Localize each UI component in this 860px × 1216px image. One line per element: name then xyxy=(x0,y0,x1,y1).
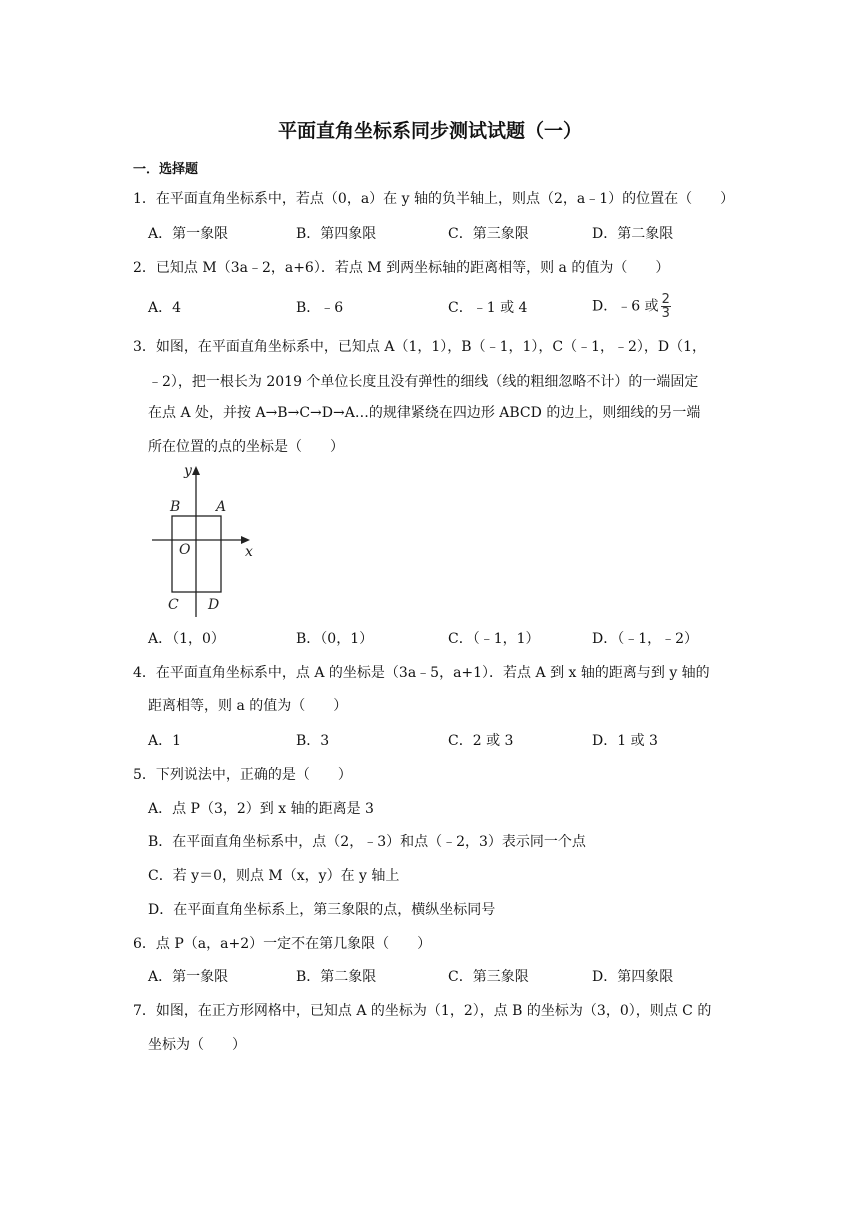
q4-option-b[interactable]: B．3 xyxy=(296,733,330,749)
q6-option-b[interactable]: B．第二象限 xyxy=(296,969,377,985)
question-3-line-3: 在点 A 处，并按 A→B→C→D→A…的规律紧绕在四边形 ABCD 的边上，则细线的另一端 xyxy=(148,405,701,421)
point-c-label: C xyxy=(168,597,179,613)
q3-option-d[interactable]: D．（﹣1，﹣2） xyxy=(592,631,699,647)
question-2-text: 2．已知点 M（3a﹣2，a+6）．若点 M 到两坐标轴的距离相等，则 a 的值为（ ） xyxy=(133,260,670,276)
q3-option-b[interactable]: B．（0，1） xyxy=(296,631,374,647)
y-axis-label: y xyxy=(184,463,192,479)
question-5-text: 5．下列说法中，正确的是（ ） xyxy=(133,767,352,783)
page-title: 平面直角坐标系同步测试试题（一） xyxy=(277,120,582,142)
q3-option-c[interactable]: C．（﹣1，1） xyxy=(448,631,540,647)
q1-option-b[interactable]: B．第四象限 xyxy=(296,226,377,242)
point-d-label: D xyxy=(208,597,220,613)
coordinate-figure xyxy=(148,462,260,620)
q6-option-a[interactable]: A．第一象限 xyxy=(148,969,229,985)
question-7-line-2: 坐标为（ ） xyxy=(148,1037,246,1053)
q2-option-a[interactable]: A．4 xyxy=(148,300,182,316)
q1-option-d[interactable]: D．第二象限 xyxy=(592,226,674,242)
x-axis-arrow xyxy=(241,536,250,544)
q1-option-c[interactable]: C．第三象限 xyxy=(448,226,529,242)
q5-option-d[interactable]: D．在平面直角坐标系上，第三象限的点，横纵坐标同号 xyxy=(148,902,496,918)
point-b-label: B xyxy=(170,499,181,515)
question-4-line-2: 距离相等，则 a 的值为（ ） xyxy=(148,698,348,714)
point-a-label: A xyxy=(216,499,227,515)
q4-option-a[interactable]: A．1 xyxy=(148,733,182,749)
fraction-denominator: 3 xyxy=(661,306,670,321)
q1-option-a[interactable]: A．第一象限 xyxy=(148,226,229,242)
q4-option-c[interactable]: C．2 或 3 xyxy=(448,733,514,749)
y-axis-arrow xyxy=(192,466,200,475)
question-4-line-1: 4．在平面直角坐标系中，点 A 的坐标是（3a﹣5，a+1）．若点 A 到 x 轴的距离与到 y 轴的 xyxy=(133,665,710,681)
question-3-line-4: 所在位置的点的坐标是（ ） xyxy=(148,439,344,455)
q2-option-b[interactable]: B．﹣6 xyxy=(296,300,344,316)
q2-option-c[interactable]: C．﹣1 或 4 xyxy=(448,300,528,316)
q4-option-d[interactable]: D．1 或 3 xyxy=(592,733,658,749)
q5-option-c[interactable]: C．若 y＝0，则点 M（x，y）在 y 轴上 xyxy=(148,868,400,884)
q6-option-d[interactable]: D．第四象限 xyxy=(592,969,674,985)
q5-option-b[interactable]: B．在平面直角坐标系中，点（2，﹣3）和点（﹣2，3）表示同一个点 xyxy=(148,834,586,850)
q3-option-a[interactable]: A．（1，0） xyxy=(148,631,225,647)
q5-option-a[interactable]: A．点 P（3，2）到 x 轴的距离是 3 xyxy=(148,801,374,817)
q6-option-c[interactable]: C．第三象限 xyxy=(448,969,529,985)
question-3-line-1: 3．如图，在平面直角坐标系中，已知点 A（1，1），B（﹣1，1），C（﹣1，﹣2），D（1， xyxy=(133,339,707,355)
fraction-numerator: 2 xyxy=(661,292,670,307)
question-7-line-1: 7．如图，在正方形网格中，已知点 A 的坐标为（1，2），点 B 的坐标为（3，0），则点 C 的 xyxy=(133,1003,712,1019)
section-heading: 一．选择题 xyxy=(133,162,199,177)
q2-option-d[interactable] xyxy=(592,293,671,320)
x-axis-label: x xyxy=(245,544,253,560)
q2-option-d-label: D．﹣6 或 xyxy=(592,298,659,315)
question-1-text: 1．在平面直角坐标系中，若点（0，a）在 y 轴的负半轴上，则点（2，a﹣1）的位置在（ ） xyxy=(133,191,735,207)
question-3-line-2: ﹣2），把一根长为 2019 个单位长度且没有弹性的细线（线的粗细忽略不计）的一端固定 xyxy=(148,374,699,390)
fraction xyxy=(661,293,671,320)
question-6-text: 6．点 P（a，a+2）一定不在第几象限（ ） xyxy=(133,936,432,952)
origin-label: O xyxy=(179,542,191,558)
